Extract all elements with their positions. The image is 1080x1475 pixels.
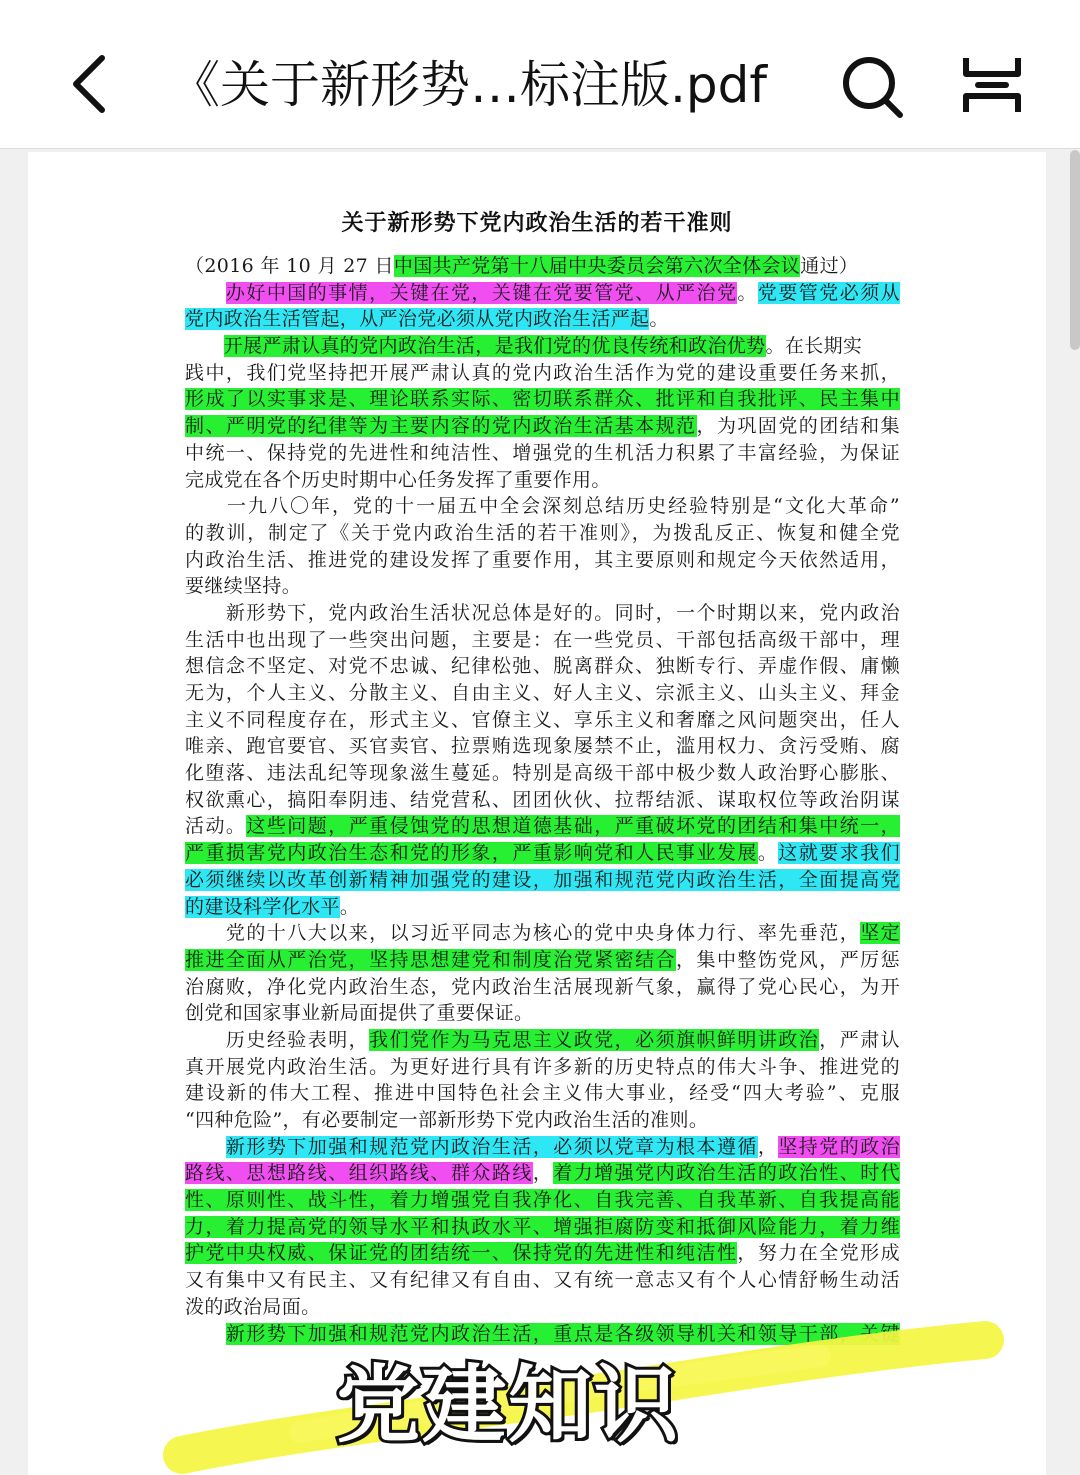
text-segment <box>185 1136 226 1158</box>
highlighted-text: 的建设科学化水平 <box>185 895 340 918</box>
text-line <box>185 1054 900 1081</box>
text-line <box>185 1214 900 1241</box>
text-segment: 新形势下，党内政治生活状况总体是好的。同时，一个时期以来，党内政治 <box>185 601 900 624</box>
search-icon <box>838 52 906 120</box>
highlighted-text: 这些问题，严重侵蚀党的思想道德基础，严重破坏党的团结和集中统一， <box>246 815 900 838</box>
text-segment: 历史经验表明， <box>185 1028 370 1051</box>
text-line <box>185 733 900 760</box>
text-segment <box>185 282 226 304</box>
highlighted-text: 护党中央权威、保证党的团结统一、保持党的先进性和纯洁性 <box>185 1242 738 1265</box>
text-line <box>185 813 900 840</box>
text-line <box>185 280 900 307</box>
text-line <box>185 680 900 707</box>
text-segment: 权欲熏心，搞阳奉阴违、结党营私、团团伙伙、拉帮结派、谋取权位等政治阴谋 <box>185 788 900 811</box>
text-segment: 的教训，制定了《关于党内政治生活的若干准则》，为拨乱反正、恢复和健全党 <box>185 521 900 544</box>
document-title: 《关于新形势…标注版.pdf <box>170 56 767 114</box>
highlighted-text: 必须继续以改革创新精神加强党的建设，加强和规范党内政治生活，全面提高党 <box>185 868 900 891</box>
highlighted-text: 新形势下加强和规范党内政治生活，必须以党章为根本遵循 <box>225 1135 758 1158</box>
text-segment: “四种危险”，有必要制定一部新形势下党内政治生活的准则。 <box>185 1109 709 1131</box>
text-segment: 。 <box>757 842 779 865</box>
text-segment: 主义不同程度存在，形式主义、官僚主义、享乐主义和奢靡之风问题突出，任人 <box>185 708 900 731</box>
top-toolbar <box>0 0 1080 149</box>
text-segment: 要继续坚持。 <box>185 575 302 598</box>
text-segment: 内政治生活、推进党的建设发挥了重要作用，其主要原则和规定今天依然适用， <box>185 548 900 571</box>
text-segment <box>185 335 224 357</box>
text-segment: 。在长期实 <box>765 335 863 358</box>
text-line <box>185 413 900 440</box>
text-segment: 党的十八大以来，以习近平同志为核心的党中央身体力行、率先垂范， <box>185 922 861 945</box>
text-line <box>185 1000 900 1027</box>
text-segment <box>185 1323 226 1345</box>
text-line <box>185 1080 900 1107</box>
search-button[interactable] <box>838 52 906 120</box>
text-line <box>185 1027 900 1054</box>
highlighted-text: 严重损害党内政治生态和党的形象，严重影响党和人民事业发展 <box>185 842 758 865</box>
highlighted-text: 着力增强党内政治生活的政治性、时代 <box>553 1162 901 1185</box>
text-segment: 践中，我们党坚持把开展严肃认真的党内政治生活作为党的建设重要任务来抓， <box>185 361 900 384</box>
text-line <box>185 360 900 387</box>
text-segment: 真开展党内政治生活。为更好进行具有许多新的历史特点的伟大斗争、推进党的 <box>185 1055 900 1078</box>
text-line <box>185 1134 900 1161</box>
highlighted-text: 制、严明党的纪律等为主要内容的党内政治生活基本规范 <box>185 415 697 438</box>
text-line <box>185 760 900 787</box>
text-line <box>185 653 900 680</box>
highlighted-text: 我们党作为马克思主义政党，必须旗帜鲜明讲政治 <box>369 1028 820 1051</box>
highlighted-text: 中国共产党第十八届中央委员会第六次全体会议 <box>393 255 801 277</box>
text-line <box>185 707 900 734</box>
text-segment: 化堕落、违法乱纪等现象滋生蔓延。特别是高级干部中极少数人政治野心膨胀、 <box>185 762 900 785</box>
text-segment: ，为巩固党的团结和集 <box>696 415 900 438</box>
highlighted-text: 坚定 <box>860 922 900 945</box>
text-segment: 唯亲、跑官要官、买官卖官、拉票贿选现象屡禁不止，滥用权力、贪污受贿、腐 <box>185 735 900 758</box>
highlighted-text: 性、原则性、战斗性，着力增强党自我净化、自我完善、自我革新、自我提高能 <box>185 1189 900 1212</box>
page-heading: 关于新形势下党内政治生活的若干准则 <box>341 210 733 236</box>
highlighted-text: 坚持党的政治 <box>778 1135 900 1158</box>
highlighted-text: 党内政治生活管起，从严治党必须从党内政治生活严起 <box>185 308 650 331</box>
text-line <box>185 520 900 547</box>
scrollbar[interactable] <box>1070 150 1080 350</box>
text-line <box>185 1294 900 1321</box>
text-line <box>185 600 900 627</box>
text-segment: 创党和国家事业新局面提供了重要保证。 <box>185 1002 534 1025</box>
highlighted-text: 党要管党必须从 <box>757 281 900 304</box>
fit-width-button[interactable] <box>958 52 1026 118</box>
text-line <box>185 467 900 494</box>
text-line <box>185 1321 900 1348</box>
text-segment: 活动。 <box>185 815 247 838</box>
text-line <box>185 1187 900 1214</box>
text-line <box>185 306 900 333</box>
text-line <box>185 493 900 520</box>
text-segment: ，努力在全党形成 <box>737 1242 900 1265</box>
text-segment: 。 <box>649 308 669 331</box>
highlighted-text: 办好中国的事情，关键在党，关键在党要管党、从严治党 <box>225 281 738 304</box>
text-segment: 治腐败，净化党内政治生态，党内政治生活展现新气象，赢得了党心民心，为开 <box>185 975 900 998</box>
highlighted-text: 开展严肃认真的党内政治生活，是我们党的优良传统和政治优势 <box>223 335 766 358</box>
text-segment: ，严肃认 <box>819 1028 900 1051</box>
text-segment: ，集中整饬党风，严厉惩 <box>676 948 900 971</box>
text-segment: 完成党在各个历史时期中心任务发挥了重要作用。 <box>185 468 611 491</box>
back-button[interactable] <box>58 46 122 122</box>
text-segment: （2016 年 10 月 27 日 <box>185 255 394 277</box>
text-line <box>185 840 900 867</box>
text-line <box>185 947 900 974</box>
text-line <box>185 974 900 1001</box>
text-segment: 中统一、保持党的先进性和纯洁性、增强党的生机活力积累了丰富经验，为保证 <box>185 441 900 464</box>
text-line <box>185 1267 900 1294</box>
highlighted-text: 力，着力提高党的领导水平和执政水平、增强拒腐防变和抵御风险能力，着力维 <box>185 1215 900 1238</box>
document-body <box>185 253 900 1347</box>
highlighted-text: 推进全面从严治党，坚持思想建党和制度治党紧密结合 <box>185 948 677 971</box>
text-segment: 通过） <box>800 255 859 277</box>
text-line <box>185 867 900 894</box>
text-segment: 泼的政治局面。 <box>185 1295 321 1318</box>
text-line <box>185 787 900 814</box>
highlighted-text: 这就要求我们 <box>778 842 900 865</box>
text-line <box>185 627 900 654</box>
text-line <box>185 253 900 280</box>
video-caption: 党建知识 <box>335 1356 680 1454</box>
highlighted-text: 路线、思想路线、组织路线、群众路线 <box>185 1162 533 1185</box>
text-line <box>185 1240 900 1267</box>
text-segment: 想信念不坚定、对党不忠诚、纪律松弛、脱离群众、独断专行、弄虚作假、庸懒 <box>185 655 900 678</box>
text-segment: 一九八〇年，党的十一届五中全会深刻总结历史经验特别是“文化大革命” <box>185 495 900 518</box>
text-segment: 。 <box>737 281 758 304</box>
text-line <box>185 920 900 947</box>
text-line <box>185 894 900 921</box>
text-line <box>185 333 900 360</box>
text-segment: ， <box>532 1162 554 1185</box>
text-line <box>185 1107 900 1134</box>
text-line <box>185 386 900 413</box>
text-line <box>185 547 900 574</box>
text-line <box>185 440 900 467</box>
text-segment: 。 <box>339 895 360 918</box>
text-line <box>185 1160 900 1187</box>
text-segment: 又有集中又有民主、又有纪律又有自由、又有统一意志又有个人心情舒畅生动活 <box>185 1269 900 1292</box>
text-segment: ， <box>757 1135 779 1158</box>
highlighted-text: 新形势下加强和规范党内政治生活，重点是各级领导机关和领导干部，关键 <box>225 1322 900 1345</box>
text-segment: 无为，个人主义、分散主义、自由主义、好人主义、宗派主义、山头主义、拜金 <box>185 682 900 704</box>
chevron-left-icon <box>58 46 122 122</box>
fit-width-icon <box>958 52 1026 118</box>
text-line <box>185 573 900 600</box>
highlighted-text: 形成了以实事求是、理论联系实际、密切联系群众、批评和自我批评、民主集中 <box>185 388 900 411</box>
pdf-page <box>28 152 1046 1475</box>
text-segment: 建设新的伟大工程、推进中国特色社会主义伟大事业，经受“四大考验”、克服 <box>185 1082 900 1105</box>
text-segment: 生活中也出现了一些突出问题，主要是：在一些党员、干部包括高级干部中，理 <box>185 628 900 651</box>
